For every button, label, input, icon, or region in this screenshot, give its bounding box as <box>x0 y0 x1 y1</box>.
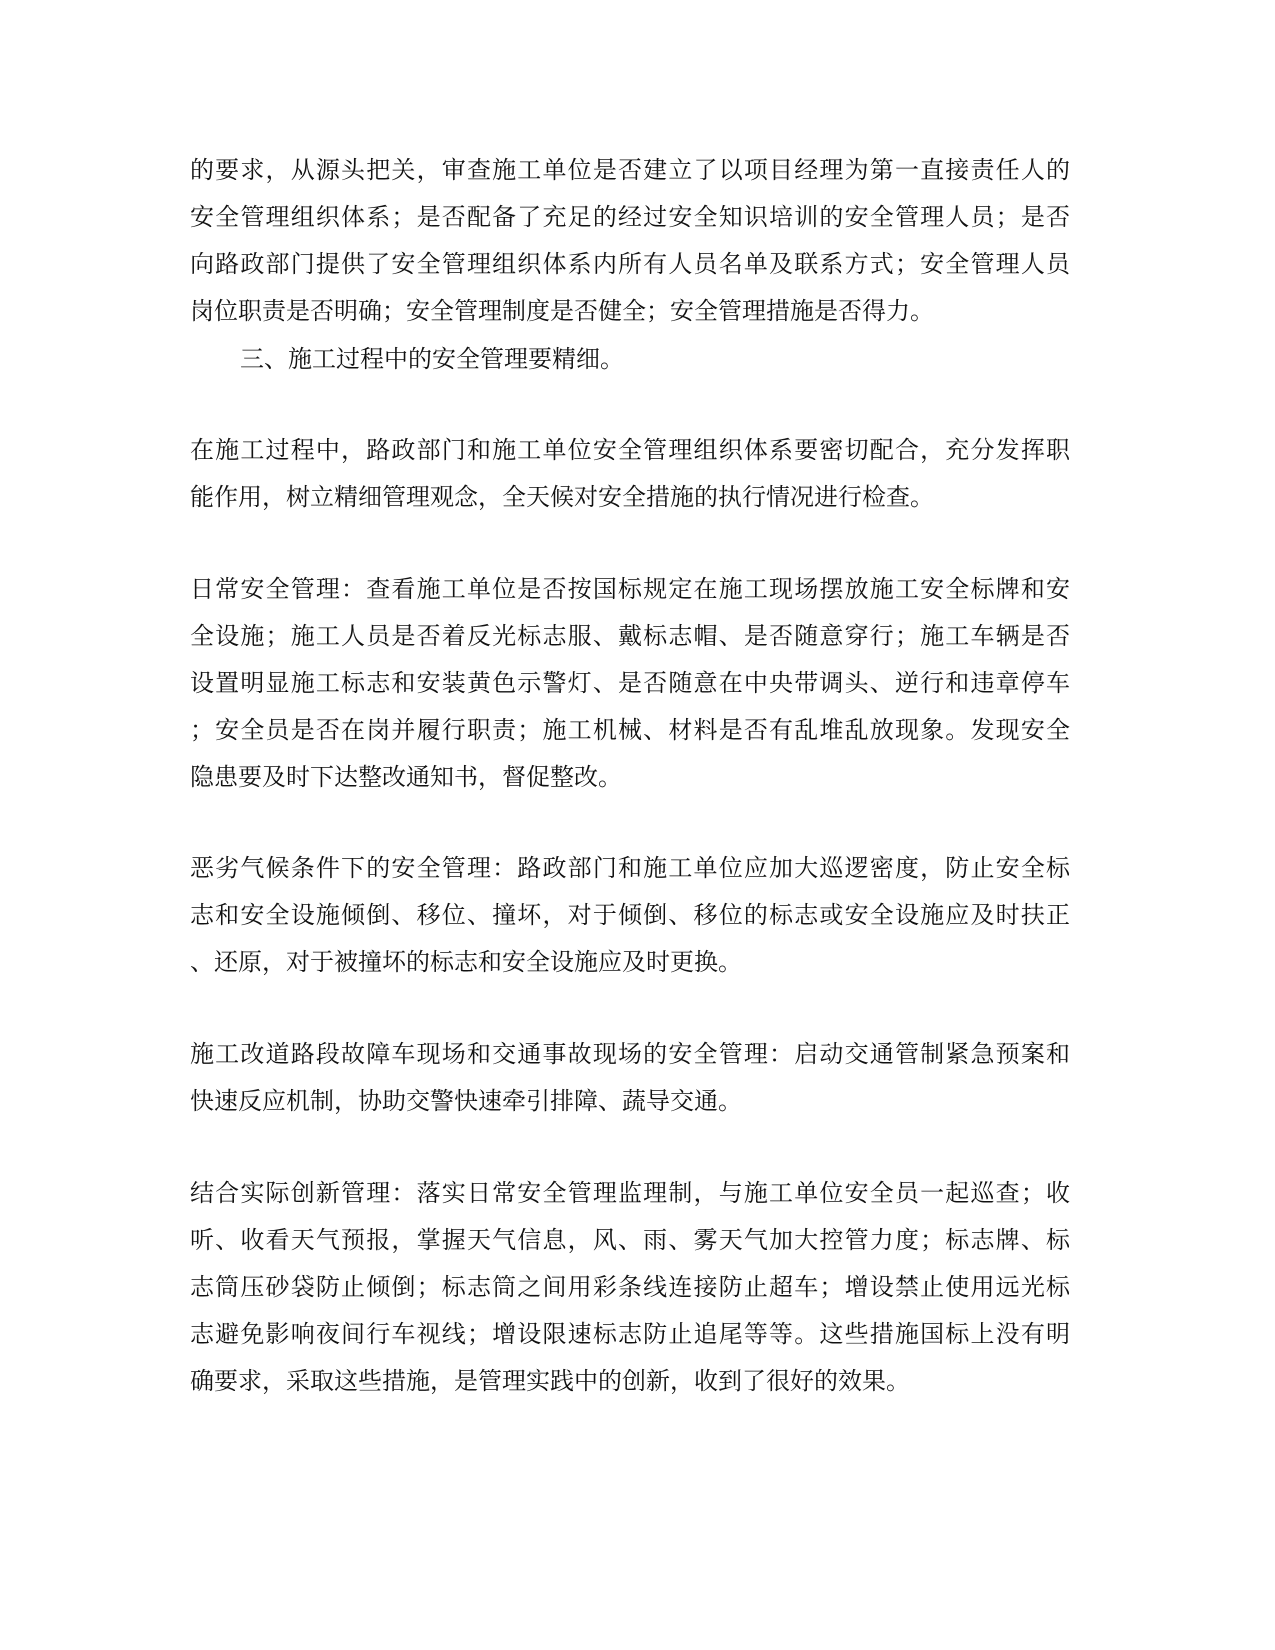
paragraph-3-line-2: 能作用，树立精细管理观念，全天候对安全措施的执行情况进行检查。 <box>190 483 934 511</box>
paragraph-7-line-2: 听、收看天气预报，掌握天气信息，风、雨、雾天气加大控管力度；标志牌、标 <box>190 1226 1070 1254</box>
paragraph-3-line-1: 在施工过程中，路政部门和施工单位安全管理组织体系要密切配合，充分发挥职 <box>190 436 1070 464</box>
paragraph-7-line-1: 结合实际创新管理：落实日常安全管理监理制，与施工单位安全员一起巡查；收 <box>190 1179 1070 1207</box>
paragraph-5-line-2: 志和安全设施倾倒、移位、撞坏，对于倾倒、移位的标志或安全设施应及时扶正 <box>190 901 1070 929</box>
section-heading: 三、施工过程中的安全管理要精细。 <box>240 345 624 373</box>
paragraph-1-line-3: 向路政部门提供了安全管理组织体系内所有人员名单及联系方式；安全管理人员 <box>190 250 1070 278</box>
paragraph-5-line-3: 、还原，对于被撞坏的标志和安全设施应及时更换。 <box>190 948 742 976</box>
paragraph-5-line-1: 恶劣气候条件下的安全管理：路政部门和施工单位应加大巡逻密度，防止安全标 <box>190 854 1070 882</box>
paragraph-7-line-5: 确要求，采取这些措施，是管理实践中的创新，收到了很好的效果。 <box>190 1367 910 1395</box>
paragraph-7-line-3: 志筒压砂袋防止倾倒；标志筒之间用彩条线连接防止超车；增设禁止使用远光标 <box>190 1273 1070 1301</box>
paragraph-4-line-4: ；安全员是否在岗并履行职责；施工机械、材料是否有乱堆乱放现象。发现安全 <box>190 716 1070 744</box>
paragraph-1-line-1: 的要求，从源头把关，审查施工单位是否建立了以项目经理为第一直接责任人的 <box>190 156 1070 184</box>
paragraph-4-line-1: 日常安全管理：查看施工单位是否按国标规定在施工现场摆放施工安全标牌和安 <box>190 575 1070 603</box>
paragraph-4-line-2: 全设施；施工人员是否着反光标志服、戴标志帽、是否随意穿行；施工车辆是否 <box>190 622 1070 650</box>
paragraph-1-line-4: 岗位职责是否明确；安全管理制度是否健全；安全管理措施是否得力。 <box>190 297 934 325</box>
paragraph-1-line-2: 安全管理组织体系；是否配备了充足的经过安全知识培训的安全管理人员；是否 <box>190 203 1070 231</box>
paragraph-6-line-2: 快速反应机制，协助交警快速牵引排障、蔬导交通。 <box>190 1087 742 1115</box>
paragraph-6-line-1: 施工改道路段故障车现场和交通事故现场的安全管理：启动交通管制紧急预案和 <box>190 1040 1070 1068</box>
paragraph-4-line-5: 隐患要及时下达整改通知书，督促整改。 <box>190 763 622 791</box>
paragraph-7-line-4: 志避免影响夜间行车视线；增设限速标志防止追尾等等。这些措施国标上没有明 <box>190 1320 1070 1348</box>
paragraph-4-line-3: 设置明显施工标志和安装黄色示警灯、是否随意在中央带调头、逆行和违章停车 <box>190 669 1070 697</box>
